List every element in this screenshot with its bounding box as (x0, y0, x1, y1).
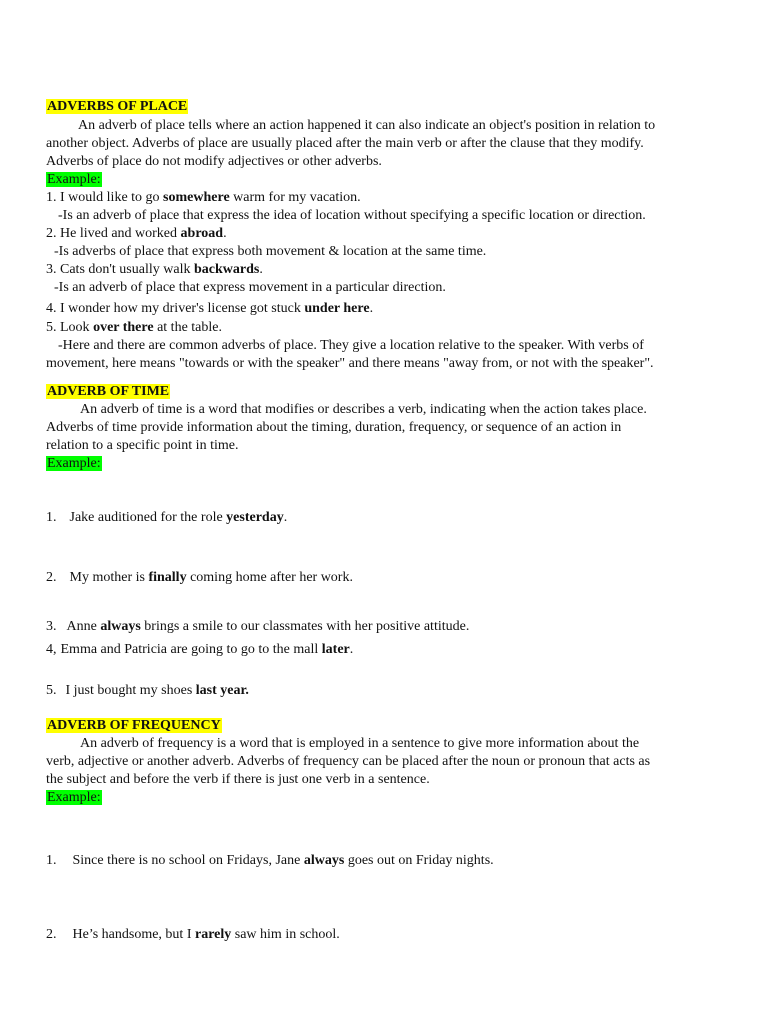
list-item (46, 682, 249, 700)
list-item (46, 225, 227, 243)
paragraph-line: movement, here means "towards or with the speaker" and there means "away from, or not with the speaker". (46, 356, 654, 371)
section-heading-time (46, 383, 170, 401)
item-number: 2. (46, 927, 57, 942)
item-text: I just bought my shoes (65, 683, 196, 698)
list-item (46, 509, 287, 527)
paragraph-line: relation to a specific point in time. (46, 438, 239, 453)
item-number: 5. (46, 683, 57, 698)
item-adverb: last year. (195, 683, 249, 698)
item-adverb: finally (148, 570, 187, 585)
example-highlight: Example: (47, 172, 101, 187)
item-text: coming home after her work. (186, 570, 353, 585)
paragraph-line: An adverb of frequency is a word that is employed in a sentence to give more information about the (80, 736, 640, 751)
section-heading-frequency (46, 717, 222, 735)
item-text: brings a smile to our classmates with her positive attitude. (140, 619, 470, 634)
item-number: 1. (46, 853, 57, 868)
item-text: 1. I would like to go (46, 190, 164, 205)
item-note: -Is an adverb of place that express the idea of location without specifying a specific location or direction. (58, 208, 646, 223)
item-text: 4. I wonder how my driver's license got stuck (46, 301, 305, 316)
item-text: Emma and Patricia are going to go to the mall (60, 642, 322, 657)
example-label (46, 455, 102, 473)
item-text: at the table. (153, 320, 222, 335)
example-highlight: Example: (47, 456, 101, 471)
item-adverb: later (321, 642, 350, 657)
item-text: Anne (66, 619, 101, 634)
item-adverb: always (303, 853, 345, 868)
item-text: . (369, 301, 374, 316)
list-item (46, 569, 353, 587)
list-item (46, 641, 353, 659)
item-text: . (349, 642, 354, 657)
heading-highlight: ADVERBS OF PLACE (47, 99, 188, 114)
item-adverb: yesterday (226, 510, 284, 525)
item-adverb: abroad (180, 226, 224, 241)
item-text: saw him in school. (231, 927, 340, 942)
example-label (46, 171, 102, 189)
paragraph-line: -Here and there are common adverbs of place. They give a location relative to the speaker. With verbs of (58, 338, 644, 353)
item-adverb: backwards (193, 262, 260, 277)
paragraph-line: another object. Adverbs of place are usually placed after the main verb or after the clause that they modify. (46, 136, 644, 151)
list-item (46, 618, 469, 636)
item-number: 4, (46, 642, 57, 657)
section-heading-place (46, 98, 188, 116)
item-text: . (259, 262, 263, 277)
item-adverb: somewhere (163, 190, 230, 205)
heading-highlight: ADVERB OF FREQUENCY (47, 718, 221, 733)
example-highlight: Example: (47, 790, 101, 805)
list-item (46, 319, 222, 337)
item-text: . (223, 226, 227, 241)
item-text: . (283, 510, 288, 525)
item-text: warm for my vacation. (229, 190, 361, 205)
heading-highlight: ADVERB OF TIME (47, 384, 170, 399)
list-item (46, 189, 361, 207)
paragraph-line: Adverbs of place do not modify adjectives or other adverbs. (46, 154, 382, 169)
example-label (46, 789, 102, 807)
item-text: goes out on Friday nights. (344, 853, 494, 868)
item-adverb: rarely (194, 927, 232, 942)
item-adverb: under here (304, 301, 370, 316)
paragraph-line: verb, adjective or another adverb. Adverbs of frequency can be placed after the noun or pronoun that acts as (46, 754, 651, 769)
item-text: Jake auditioned for the role (69, 510, 227, 525)
item-note: -Is adverbs of place that express both movement & location at the same time. (54, 244, 487, 259)
list-item (46, 926, 340, 944)
paragraph-line: An adverb of time is a word that modifies or describes a verb, indicating when the action takes place. (80, 402, 647, 417)
item-text: 3. Cats don't usually walk (46, 262, 194, 277)
item-text: He’s handsome, but I (72, 927, 195, 942)
list-item (46, 300, 373, 318)
item-note: -Is an adverb of place that express movement in a particular direction. (54, 280, 446, 295)
paragraph-line: the subject and before the verb if there is just one verb in a sentence. (46, 772, 430, 787)
item-text: 5. Look (46, 320, 94, 335)
list-item (46, 261, 263, 279)
item-text: My mother is (69, 570, 149, 585)
item-adverb: always (100, 619, 141, 634)
item-number: 1. (46, 510, 57, 525)
item-text: Since there is no school on Fridays, Jane (72, 853, 304, 868)
item-adverb: over there (93, 320, 154, 335)
item-number: 2. (46, 570, 57, 585)
paragraph-line: Adverbs of time provide information about the timing, duration, frequency, or sequence of an action in (46, 420, 622, 435)
item-text: 2. He lived and worked (46, 226, 181, 241)
item-number: 3. (46, 619, 57, 634)
paragraph-line: An adverb of place tells where an action happened it can also indicate an object's position in relation to (78, 118, 656, 133)
list-item (46, 852, 494, 870)
